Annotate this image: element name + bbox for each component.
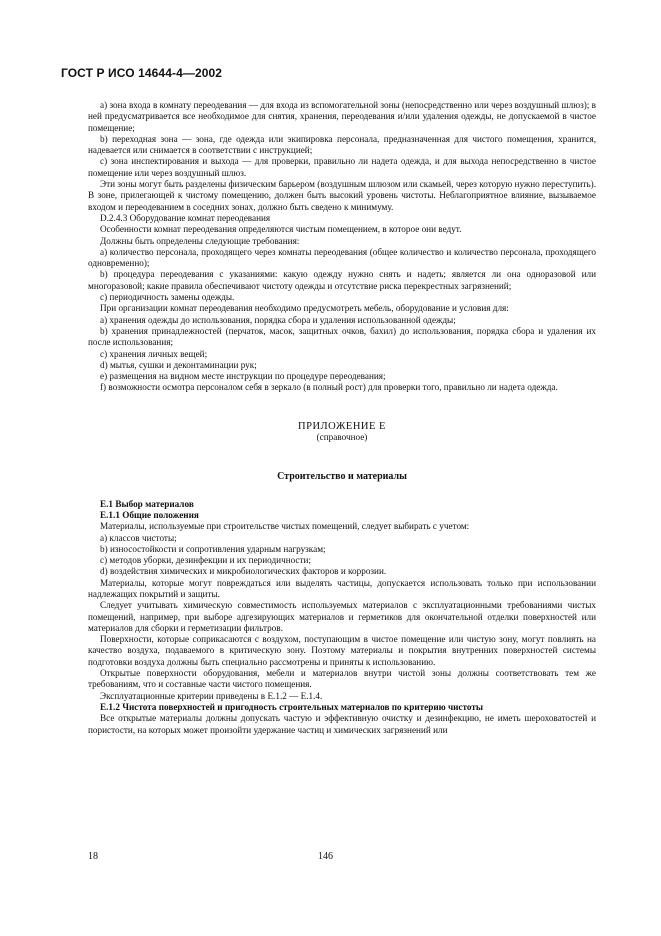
- paragraph-e11-chemical: Следует учитывать химическую совместимость используемых материалов с эксплуатационными требованиями чистых помещений, например, при выборе адгезирующих материалов и герметиков для окончательной отделки поверхностей или материалов для сборки и герметизации фильтров.: [88, 600, 596, 633]
- heading-e12: Е.1.2 Чистота поверхностей и пригодность строительных материалов по критерию чистоты: [100, 701, 484, 712]
- appendix-title: ПРИЛОЖЕНИЕ Е: [298, 420, 386, 432]
- paragraph-org-e: е) размещения на видном месте инструкции по процедуре переодевания;: [100, 371, 386, 382]
- paragraph-e11-intro: Материалы, используемые при строительстве чистых помещений, следует выбирать с учетом:: [100, 521, 470, 532]
- paragraph-e11-d: d) воздействия химических и микробиологических факторов и коррозии.: [100, 566, 387, 577]
- paragraph-e12: Все открытые материалы должны допускать частую и эффективную очистку и дезинфекцию, не иметь шероховатостей и пористости, на которых может произойти удержание частиц и химических загрязнений или: [88, 713, 596, 735]
- paragraph-org-d: d) мытья, сушки и деконтаминации рук;: [100, 359, 257, 370]
- appendix-subtitle: (справочное): [316, 432, 368, 443]
- paragraph-d243-heading: D.2.4.3 Оборудование комнат переодевания: [100, 212, 271, 223]
- paragraph-requirements: Должны быть определены следующие требования:: [100, 235, 300, 246]
- paragraph-org-a: а) хранения одежды до использования, порядка сбора и удаления использованной одежды;: [100, 314, 456, 325]
- heading-e1: Е.1 Выбор материалов: [100, 498, 194, 509]
- heading-e11: Е.1.1 Общие положения: [100, 509, 199, 520]
- paragraph-e11-criteria: Эксплуатационные критерии приведены в Е.1.2 — Е.1.4.: [100, 690, 323, 701]
- paragraph-e11-damage: Материалы, которые могут повреждаться или выделять частицы, допускается использовать только при использовании надлежащих покрытий и защиты.: [88, 577, 596, 599]
- paragraph-features: Особенности комнат переодевания определяются чистым помещением, в которое они ведут.: [100, 224, 462, 235]
- paragraph-zone-c: с) зона инспектирования и выхода — для проверки, правильно ли надета одежда, и для выхода непосредственно в чистое помещение или через воздушный шлюз.: [88, 156, 596, 178]
- paragraph-org-f: f) возможности осмотра персоналом себя в зеркало (в полный рост) для проверки того, правильно ли надета одежда.: [100, 382, 558, 393]
- paragraph-barrier: Эти зоны могут быть разделены физическим барьером (воздушным шлюзом или скамьей, через которую нужно переступить). В зоне, прилегающей к чистому помещению, должен быть высокий уровень чистоты. Неблагоприятное влияние, вызываемое входом и переодеванием в соседних зонах, должно быть сведено к минимуму.: [88, 179, 596, 212]
- paragraph-e11-open-surfaces: Открытые поверхности оборудования, мебели и материалов внутри чистой зоны должны соответствовать тем же требованиям, что и составные части чистого помещения.: [88, 668, 596, 690]
- paragraph-org-b: b) хранения принадлежностей (перчаток, масок, защитных очков, бахил) до использования, порядка сбора и удаления их после использования;: [88, 325, 596, 348]
- paragraph-e11-a: а) классов чистоты;: [100, 532, 177, 543]
- paragraph-e11-b: b) износостойкости и сопротивления ударным нагрузкам;: [100, 543, 326, 554]
- paragraph-zone-a: а) зона входа в комнату переодевания — для входа из вспомогательной зоны (непосредственно или через воздушный шлюз); в ней предусматривается все необходимое для снятия, хранения, переодевания и/или удаления одежды, не допускаемой в чистое помещение;: [88, 100, 596, 133]
- paragraph-req-b: b) процедура переодевания с указаниями: какую одежду нужно снять и надеть; является ли она одноразовой или многоразовой; какие правила обеспечивают чистоту одежды и отсутствие риска перекрестных загрязнений;: [88, 269, 596, 291]
- document-header-title: ГОСТ Р ИСО 14644-4—2002: [61, 66, 223, 80]
- document-body: [88, 100, 596, 736]
- paragraph-organization: При организации комнат переодевания необходимо предусмотреть мебель, оборудование и условия для:: [100, 303, 509, 314]
- paragraph-zone-b: b) переходная зона — зона, где одежда или экипировка персонала, предназначенная для чистого помещения, хранится, надевается или снимается в соответствии с инструкцией;: [88, 133, 596, 156]
- paragraph-org-c: с) хранения личных вещей;: [100, 348, 208, 359]
- paragraph-e11-c: с) методов уборки, дезинфекции и их периодичности;: [100, 555, 311, 566]
- paragraph-e11-surfaces: Поверхности, которые соприкасаются с воздухом, поступающим в чистое помещение или чистую зону, могут повлиять на качество воздуха, подаваемого в критическую зону. Поэтому материалы и покрытия внутренних поверхностей системы подготовки воздуха должны быть специально рассмотрены и приняты к использованию.: [88, 634, 596, 667]
- footer-left-number: 18: [88, 851, 98, 862]
- section-title: Строительство и материалы: [277, 471, 407, 483]
- footer-page-number: 146: [318, 851, 333, 862]
- paragraph-req-a: а) количество персонала, проходящего через комнаты переодевания (общее количество и количество персонала, проходящего одновременно);: [88, 246, 596, 269]
- paragraph-req-c: с) периодичность замены одежды.: [100, 292, 235, 303]
